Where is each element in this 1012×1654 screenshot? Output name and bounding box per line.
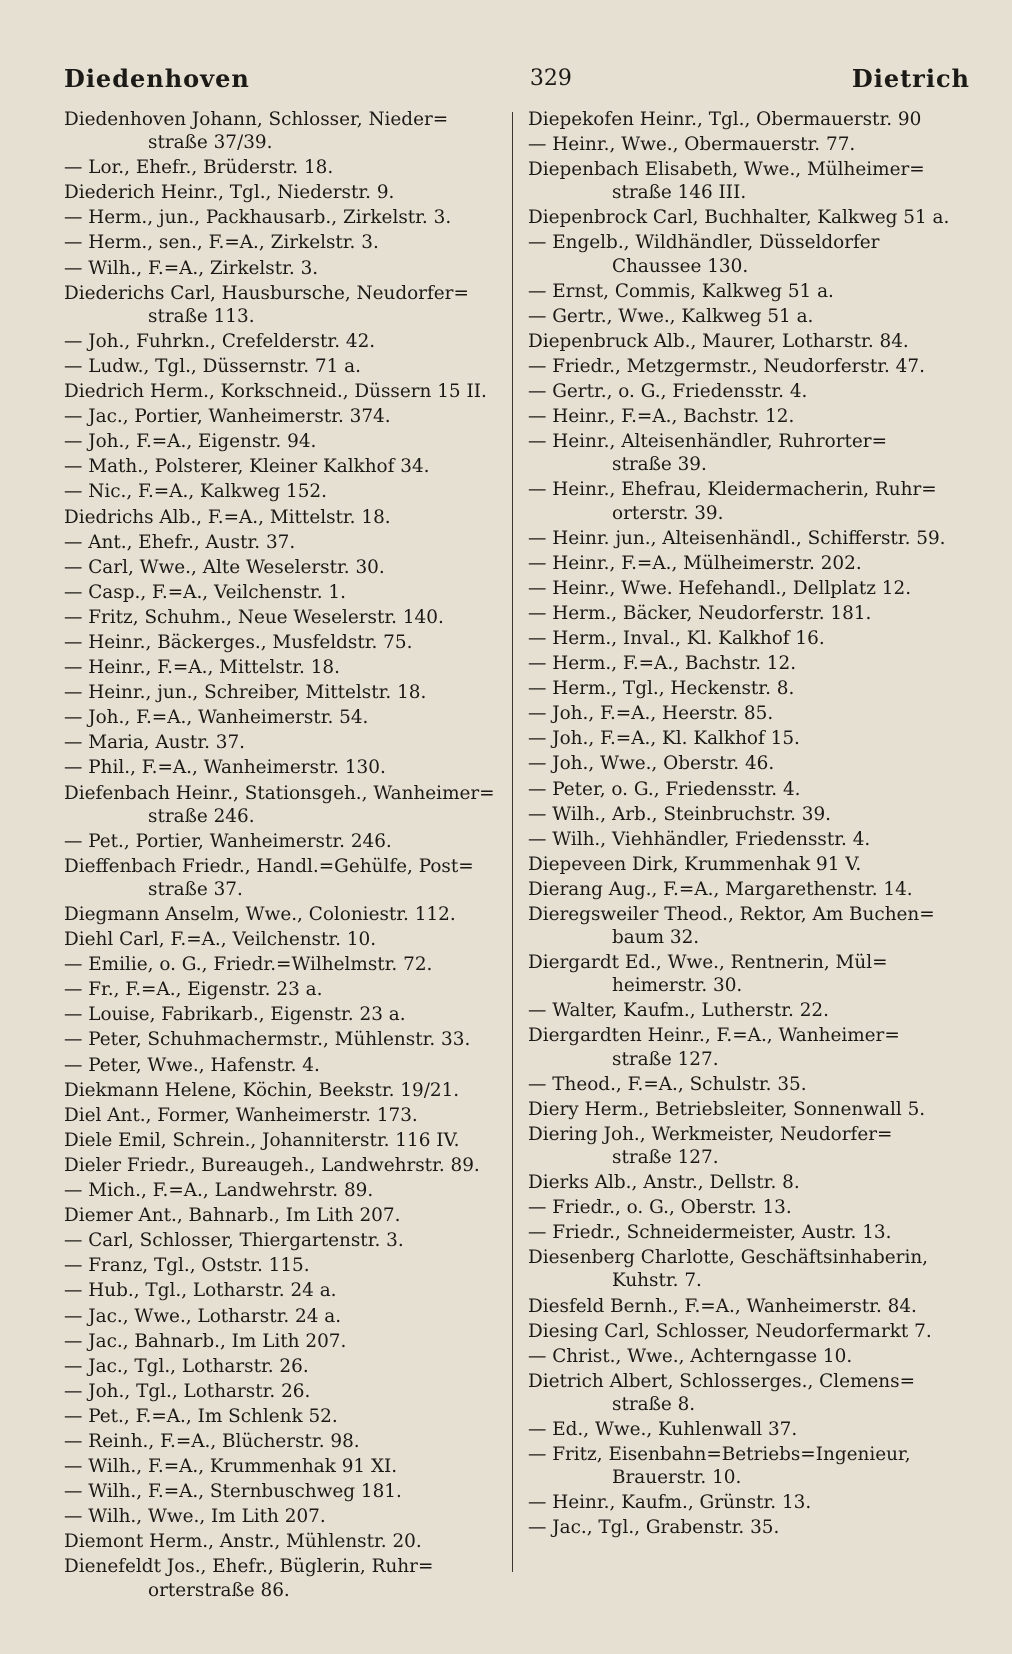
directory-entry — [528, 1221, 976, 1244]
directory-entry — [64, 206, 500, 229]
directory-entry — [64, 681, 500, 704]
directory-entry — [528, 878, 976, 901]
entry-line: — Herm., Inval., Kl. Kalkhof 16. — [528, 627, 825, 649]
entry-line: — Hub., Tgl., Lotharstr. 24 a. — [64, 1280, 337, 1302]
entry-continuation: straße 246. — [148, 805, 255, 827]
entry-line: Diesenberg Charlotte, Geschäftsinhaberin, — [528, 1247, 929, 1269]
directory-entry — [64, 782, 500, 828]
directory-entry — [64, 1279, 500, 1302]
directory-entry — [64, 1054, 500, 1077]
directory-entry — [528, 1073, 976, 1096]
entry-line: Diemer Ant., Bahnarb., Im Lith 207. — [64, 1205, 401, 1227]
entry-line: — Heinr., Ehefrau, Kleidermacherin, Ruhr= — [528, 479, 937, 501]
entry-line: Diepenbrock Carl, Buchhalter, Kalkweg 51 a. — [528, 207, 950, 229]
directory-entry — [64, 1179, 500, 1202]
directory-entry — [528, 355, 976, 378]
directory-entry — [64, 903, 500, 926]
directory-entry — [528, 752, 976, 775]
entry-line: Diederich Heinr., Tgl., Niederstr. 9. — [64, 182, 395, 204]
entry-line: Diepenbruck Alb., Maurer, Lotharstr. 84. — [528, 330, 909, 352]
directory-entry — [64, 405, 500, 428]
directory-entry — [528, 206, 976, 229]
entry-line: — Math., Polsterer, Kleiner Kalkhof 34. — [64, 456, 430, 478]
directory-entry — [528, 1418, 976, 1441]
entry-line: — Jac., Wwe., Lotharstr. 24 a. — [64, 1305, 342, 1327]
directory-entry — [64, 830, 500, 853]
directory-entry — [64, 330, 500, 353]
entry-line: — Heinr., F.=A., Mittelstr. 18. — [64, 657, 340, 679]
directory-entry — [64, 506, 500, 529]
entry-line: Diesing Carl, Schlosser, Neudorfermarkt 7. — [528, 1320, 932, 1342]
entry-continuation: straße 113. — [148, 305, 255, 327]
directory-entry — [64, 231, 500, 254]
entry-continuation: baum 32. — [612, 927, 700, 949]
entry-line: — Fr., F.=A., Eigenstr. 23 a. — [64, 979, 323, 1001]
entry-line: — Herm., jun., Packhausarb., Zirkelstr. 3. — [64, 207, 452, 229]
directory-entry — [528, 1491, 976, 1514]
entry-line: — Louise, Fabrikarb., Eigenstr. 23 a. — [64, 1004, 406, 1026]
entry-continuation: straße 127. — [612, 1048, 719, 1070]
entry-line: — Peter, o. G., Friedensstr. 4. — [528, 778, 801, 800]
entry-line: — Heinr., F.=A., Bachstr. 12. — [528, 406, 795, 428]
entry-line: — Herm., Bäcker, Neudorferstr. 181. — [528, 602, 872, 624]
entry-line: — Ant., Ehefr., Austr. 37. — [64, 531, 296, 553]
entry-line: — Ernst, Commis, Kalkweg 51 a. — [528, 280, 834, 302]
entry-continuation: straße 8. — [612, 1393, 696, 1415]
directory-entry — [64, 355, 500, 378]
directory-entry — [528, 577, 976, 600]
directory-entry — [64, 706, 500, 729]
directory-entry — [64, 1330, 500, 1353]
right-column — [528, 108, 976, 1541]
directory-entry — [528, 133, 976, 156]
entry-line: — Carl, Wwe., Alte Weselerstr. 30. — [64, 556, 385, 578]
entry-line: — Peter, Schuhmachermstr., Mühlenstr. 33. — [64, 1029, 471, 1051]
entry-line: — Carl, Schlosser, Thiergartenstr. 3. — [64, 1230, 404, 1252]
directory-entry — [528, 999, 976, 1022]
entry-line: — Wilh., F.=A., Sternbuschweg 181. — [64, 1481, 402, 1503]
entry-line: — Joh., F.=A., Heerstr. 85. — [528, 703, 774, 725]
directory-entry — [528, 727, 976, 750]
directory-entry — [64, 1028, 500, 1051]
entry-line: — Casp., F.=A., Veilchenstr. 1. — [64, 581, 346, 603]
entry-line: — Heinr. jun., Alteisenhändl., Schifferstr. 59. — [528, 527, 946, 549]
directory-entry — [64, 556, 500, 579]
directory-entry — [528, 1295, 976, 1318]
header-left-keyword: Diedenhoven — [64, 63, 250, 93]
entry-continuation: straße 37/39. — [148, 132, 273, 154]
directory-entry — [528, 1370, 976, 1416]
entry-line: — Joh., Wwe., Oberstr. 46. — [528, 753, 775, 775]
directory-entry — [64, 1355, 500, 1378]
entry-line: — Lor., Ehefr., Brüderstr. 18. — [64, 157, 334, 179]
directory-entry — [528, 828, 976, 851]
directory-entry — [64, 756, 500, 779]
entry-line: Dieregsweiler Theod., Rektor, Am Buchen= — [528, 904, 935, 925]
entry-line: Diergardt Ed., Wwe., Rentnerin, Mül= — [528, 952, 888, 974]
entry-line: — Friedr., o. G., Oberstr. 13. — [528, 1197, 792, 1219]
entry-line: Diederichs Carl, Hausbursche, Neudorfer= — [64, 282, 469, 304]
entry-line: — Franz, Tgl., Oststr. 115. — [64, 1255, 310, 1277]
entry-line: — Pet., Portier, Wanheimerstr. 246. — [64, 830, 392, 852]
directory-entry — [528, 903, 976, 949]
directory-entry — [528, 305, 976, 328]
entry-line: — Wilh., F.=A., Krummenhak 91 XI. — [64, 1456, 398, 1478]
page-number: 329 — [529, 65, 572, 91]
directory-entry — [64, 181, 500, 204]
entry-line: Diedrich Herm., Korkschneid., Düssern 15 II. — [64, 381, 487, 403]
entry-line: Diehl Carl, F.=A., Veilchenstr. 10. — [64, 929, 377, 951]
entry-line: Diery Herm., Betriebsleiter, Sonnenwall 5. — [528, 1098, 926, 1120]
directory-entry — [528, 108, 976, 131]
directory-entry — [528, 527, 976, 550]
entry-line: — Jac., Tgl., Lotharstr. 26. — [64, 1355, 309, 1377]
entry-line: — Heinr., Kaufm., Grünstr. 13. — [528, 1492, 812, 1514]
entry-continuation: orterstr. 39. — [612, 502, 724, 524]
entry-line: — Wilh., Arb., Steinbruchstr. 39. — [528, 803, 832, 825]
page-header — [64, 58, 970, 98]
entry-line: Dietrich Albert, Schlosserges., Clemens= — [528, 1370, 915, 1392]
directory-entry — [528, 627, 976, 650]
entry-line: — Joh., F.=A., Eigenstr. 94. — [64, 431, 317, 453]
entry-line: — Herm., sen., F.=A., Zirkelstr. 3. — [64, 232, 379, 254]
entry-continuation: orterstraße 86. — [148, 1579, 290, 1601]
directory-entry — [528, 1171, 976, 1194]
entry-line: — Heinr., Alteisenhändler, Ruhrorter= — [528, 431, 887, 453]
directory-entry — [528, 853, 976, 876]
directory-entry — [64, 1405, 500, 1428]
directory-entry — [64, 1204, 500, 1227]
entry-line: — Gertr., Wwe., Kalkweg 51 a. — [528, 305, 814, 327]
entry-line: Diepekofen Heinr., Tgl., Obermauerstr. 90 — [528, 109, 922, 130]
entry-line: — Herm., F.=A., Bachstr. 12. — [528, 653, 797, 675]
entry-line: — Engelb., Wildhändler, Düsseldorfer — [528, 232, 880, 254]
entry-continuation: straße 146 III. — [612, 182, 747, 204]
entry-line: — Joh., Fuhrkn., Crefelderstr. 42. — [64, 330, 376, 352]
directory-entry — [528, 702, 976, 725]
directory-entry — [528, 778, 976, 801]
directory-entry — [64, 978, 500, 1001]
directory-entry — [528, 677, 976, 700]
directory-entry — [64, 156, 500, 179]
directory-entry — [64, 1003, 500, 1026]
entry-line: — Gertr., o. G., Friedensstr. 4. — [528, 381, 808, 403]
directory-entry — [64, 257, 500, 280]
directory-entry — [64, 1254, 500, 1277]
directory-entry — [64, 731, 500, 754]
directory-entry — [528, 951, 976, 997]
entry-continuation: straße 39. — [612, 454, 707, 476]
directory-entry — [64, 1380, 500, 1403]
directory-entry — [528, 552, 976, 575]
directory-entry — [64, 581, 500, 604]
directory-entry — [528, 652, 976, 675]
entry-line: Diepenbach Elisabeth, Wwe., Mülheimer= — [528, 159, 925, 181]
directory-entry — [64, 531, 500, 554]
directory-entry — [64, 855, 500, 901]
entry-line: — Theod., F.=A., Schulstr. 35. — [528, 1073, 807, 1095]
header-right-keyword: Dietrich — [851, 63, 970, 93]
directory-entry — [64, 631, 500, 654]
entry-line: Dieler Friedr., Bureaugeh., Landwehrstr. 89. — [64, 1154, 480, 1176]
entry-line: Diedenhoven Johann, Schlosser, Nieder= — [64, 109, 449, 130]
entry-line: Diegmann Anselm, Wwe., Coloniestr. 112. — [64, 904, 456, 925]
entry-line: — Heinr., Wwe. Hefehandl., Dellplatz 12. — [528, 577, 912, 599]
directory-entry — [64, 1305, 500, 1328]
directory-entry — [64, 282, 500, 328]
directory-entry — [528, 280, 976, 303]
entry-line: — Walter, Kaufm., Lutherstr. 22. — [528, 1000, 829, 1022]
directory-entry — [64, 455, 500, 478]
entry-continuation: heimerstr. 30. — [612, 975, 743, 997]
directory-entry — [64, 1079, 500, 1102]
entry-line: Diedrichs Alb., F.=A., Mittelstr. 18. — [64, 506, 391, 528]
entry-line: — Peter, Wwe., Hafenstr. 4. — [64, 1054, 320, 1076]
entry-line: Dierks Alb., Anstr., Dellstr. 8. — [528, 1172, 800, 1194]
directory-entry — [64, 928, 500, 951]
entry-line: Diel Ant., Former, Wanheimerstr. 173. — [64, 1104, 418, 1126]
entry-line: Diergardten Heinr., F.=A., Wanheimer= — [528, 1025, 900, 1047]
directory-entry — [528, 1196, 976, 1219]
directory-entry — [528, 803, 976, 826]
entry-line: — Mich., F.=A., Landwehrstr. 89. — [64, 1180, 374, 1202]
left-column — [64, 108, 500, 1604]
directory-entry — [528, 1246, 976, 1292]
entry-line: — Heinr., jun., Schreiber, Mittelstr. 18. — [64, 682, 427, 704]
directory-entry — [64, 656, 500, 679]
entry-line: — Ed., Wwe., Kuhlenwall 37. — [528, 1418, 798, 1440]
directory-entry — [64, 480, 500, 503]
entry-line: — Pet., F.=A., Im Schlenk 52. — [64, 1405, 338, 1427]
entry-line: — Jac., Portier, Wanheimerstr. 374. — [64, 406, 391, 428]
directory-entry — [64, 953, 500, 976]
directory-entry — [64, 1229, 500, 1252]
entry-line: — Ludw., Tgl., Düssernstr. 71 a. — [64, 355, 361, 377]
entry-continuation: Kuhstr. 7. — [612, 1270, 702, 1292]
directory-entry — [528, 380, 976, 403]
entry-line: — Heinr., F.=A., Mülheimerstr. 202. — [528, 552, 862, 574]
directory-entry — [528, 405, 976, 428]
directory-entry — [528, 330, 976, 353]
directory-entry — [528, 430, 976, 476]
entry-line: — Jac., Tgl., Grabenstr. 35. — [528, 1517, 780, 1539]
entry-continuation: Chaussee 130. — [612, 255, 749, 277]
entry-line: — Heinr., Wwe., Obermauerstr. 77. — [528, 134, 856, 156]
entry-line: Diering Joh., Werkmeister, Neudorfer= — [528, 1123, 893, 1145]
directory-entry — [64, 606, 500, 629]
directory-entry — [528, 1098, 976, 1121]
directory-entry — [528, 1024, 976, 1070]
directory-entry — [528, 1443, 976, 1489]
directory-entry — [64, 1455, 500, 1478]
directory-entry — [528, 1345, 976, 1368]
entry-line: — Phil., F.=A., Wanheimerstr. 130. — [64, 757, 386, 779]
entry-line: — Jac., Bahnarb., Im Lith 207. — [64, 1330, 347, 1352]
directory-entry — [64, 1555, 500, 1601]
directory-entry — [64, 380, 500, 403]
directory-entry — [64, 1154, 500, 1177]
directory-entry — [528, 231, 976, 277]
entry-line: — Fritz, Schuhm., Neue Weselerstr. 140. — [64, 606, 444, 628]
directory-entry — [64, 1480, 500, 1503]
entry-line: — Christ., Wwe., Achterngasse 10. — [528, 1345, 853, 1367]
entry-line: Diekmann Helene, Köchin, Beekstr. 19/21. — [64, 1079, 460, 1101]
entry-line: — Herm., Tgl., Heckenstr. 8. — [528, 678, 795, 700]
directory-entry — [528, 158, 976, 204]
directory-entry — [64, 1430, 500, 1453]
entry-line: Diele Emil, Schrein., Johanniterstr. 116 IV. — [64, 1129, 460, 1151]
directory-entry — [528, 602, 976, 625]
column-divider — [512, 112, 513, 1572]
entry-line: — Maria, Austr. 37. — [64, 732, 246, 754]
directory-entry — [528, 1123, 976, 1169]
entry-line: — Wilh., Wwe., Im Lith 207. — [64, 1506, 326, 1528]
directory-entry — [528, 1320, 976, 1343]
entry-line: Diefenbach Heinr., Stationsgeh., Wanheimer= — [64, 782, 495, 804]
entry-line: Dieffenbach Friedr., Handl.=Gehülfe, Post= — [64, 855, 474, 877]
directory-entry — [528, 1516, 976, 1539]
entry-line: — Joh., Tgl., Lotharstr. 26. — [64, 1380, 311, 1402]
entry-continuation: Brauerstr. 10. — [612, 1467, 742, 1489]
directory-entry — [528, 478, 976, 524]
entry-line: — Joh., F.=A., Kl. Kalkhof 15. — [528, 728, 800, 750]
entry-line: — Friedr., Metzgermstr., Neudorferstr. 47. — [528, 355, 925, 377]
entry-line: — Wilh., F.=A., Zirkelstr. 3. — [64, 257, 319, 279]
entry-line: Diepeveen Dirk, Krummenhak 91 V. — [528, 853, 862, 875]
directory-entry — [64, 430, 500, 453]
entry-line: Diesfeld Bernh., F.=A., Wanheimerstr. 84. — [528, 1295, 917, 1317]
entry-line: — Wilh., Viehhändler, Friedensstr. 4. — [528, 828, 871, 850]
entry-line: Dienefeldt Jos., Ehefr., Büglerin, Ruhr= — [64, 1556, 434, 1578]
directory-entry — [64, 108, 500, 154]
directory-entry — [64, 1129, 500, 1152]
entry-line: — Nic., F.=A., Kalkweg 152. — [64, 481, 327, 503]
entry-line: — Heinr., Bäckerges., Musfeldstr. 75. — [64, 631, 413, 653]
entry-continuation: straße 127. — [612, 1146, 719, 1168]
directory-entry — [64, 1530, 500, 1553]
entry-line: Diemont Herm., Anstr., Mühlenstr. 20. — [64, 1531, 422, 1553]
directory-entry — [64, 1505, 500, 1528]
entry-line: — Fritz, Eisenbahn=Betriebs=Ingenieur, — [528, 1444, 911, 1466]
entry-line: — Emilie, o. G., Friedr.=Wilhelmstr. 72. — [64, 954, 433, 976]
entry-line: — Reinh., F.=A., Blücherstr. 98. — [64, 1430, 360, 1452]
entry-line: — Friedr., Schneidermeister, Austr. 13. — [528, 1222, 892, 1244]
entry-line: — Joh., F.=A., Wanheimerstr. 54. — [64, 707, 369, 729]
entry-continuation: straße 37. — [148, 878, 243, 900]
entry-line: Dierang Aug., F.=A., Margarethenstr. 14. — [528, 878, 913, 900]
directory-entry — [64, 1104, 500, 1127]
